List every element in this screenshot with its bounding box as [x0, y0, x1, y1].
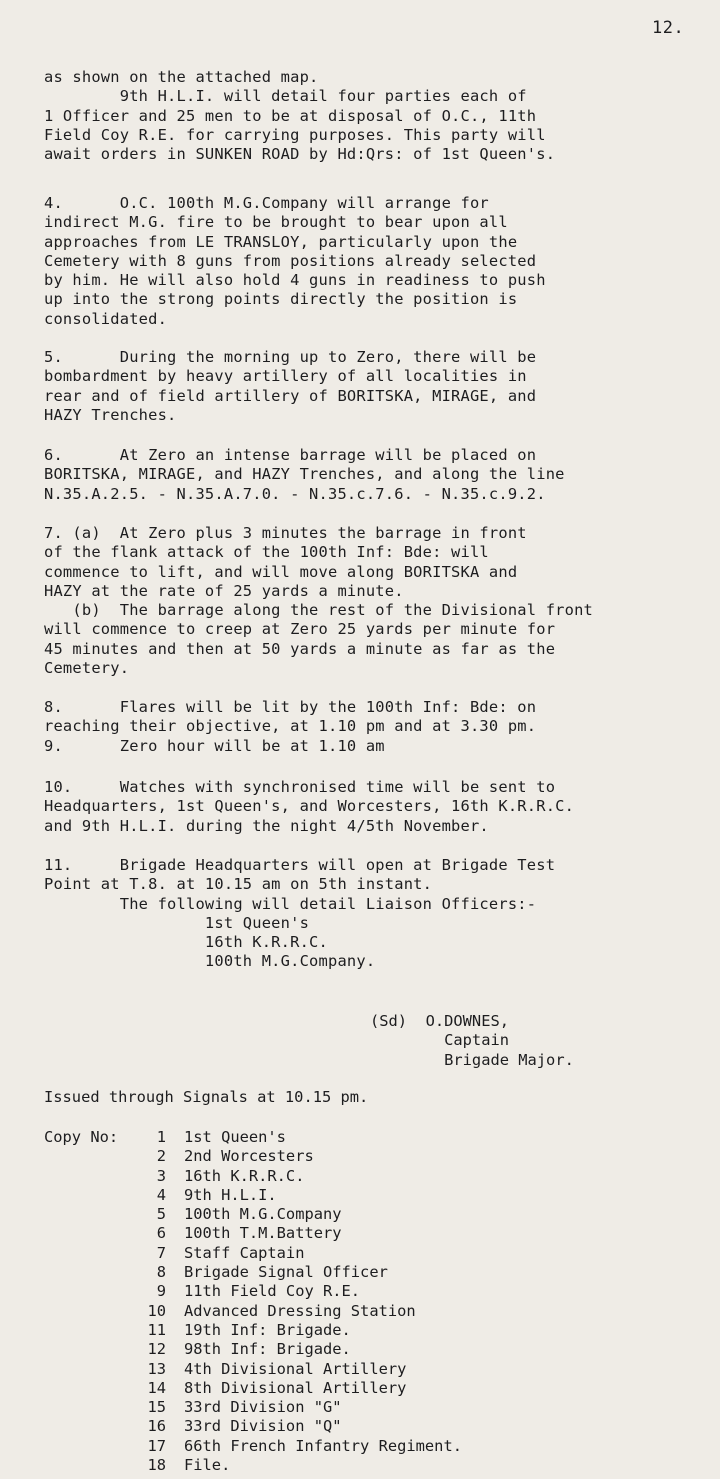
copy-number: 7	[156, 1243, 166, 1262]
copy-number: 14	[147, 1378, 166, 1397]
distribution-item	[136, 1186, 462, 1205]
copy-number: 11	[147, 1320, 166, 1339]
copy-number: 18	[147, 1456, 166, 1475]
distribution-item	[136, 1244, 462, 1263]
recipient-name: 1st Queen's	[184, 1128, 286, 1146]
paragraph-5: 5. During the morning up to Zero, there will be bombardment by heavy artillery of all localities in rear and of field artillery of BORITSKA, MIRAGE, and HAZY Trenches.	[44, 348, 537, 424]
distribution-item	[136, 1340, 462, 1359]
recipient-name: Staff Captain	[184, 1243, 305, 1262]
paragraph-4: 4. O.C. 100th M.G.Company will arrange for indirect M.G. fire to be brought to bear upon all approaches from LE TRANSLOY, particularly upon the Cemetery with 8 guns from positions already selected by him. He will also hold 4 guns in readiness to push up into the strong points directly the position is consolidated.	[44, 194, 546, 328]
recipient-name: 2nd Worcesters	[184, 1147, 314, 1166]
distribution-list	[136, 1128, 462, 1475]
copy-number: 5	[156, 1205, 166, 1224]
distribution-item	[136, 1398, 462, 1417]
recipient-name: 66th French Infantry Regiment.	[184, 1436, 462, 1455]
recipient-name: 100th M.G.Company	[184, 1205, 342, 1224]
copy-number: 8	[156, 1263, 166, 1282]
copy-number: 2	[156, 1147, 166, 1166]
distribution-item	[136, 1282, 462, 1301]
copy-number: 10	[147, 1301, 166, 1320]
copy-number: 13	[147, 1359, 166, 1378]
paragraph-11: 11. Brigade Headquarters will open at Brigade Test Point at T.8. at 10.15 am on 5th instant. The following will detail Liaison Officers:- 1st Queen's 16th K.R.R.C. 100th M.G.Company.	[44, 856, 556, 971]
copy-number: 6	[156, 1224, 166, 1243]
paragraph-continuation: as shown on the attached map. 9th H.L.I. will detail four parties each of 1 Officer and 25 men to be at disposal of O.C., 11th Field Coy R.E. for carrying purposes. This party will await orders in SUNKEN ROAD by Hd:Qrs: of 1st Queen's.	[44, 68, 556, 164]
recipient-name: 33rd Division "G"	[184, 1398, 342, 1417]
distribution-item	[136, 1302, 462, 1321]
copy-number: 1	[156, 1128, 166, 1146]
copy-number: 9	[156, 1282, 166, 1301]
distribution-item	[136, 1167, 462, 1186]
distribution-item	[136, 1224, 462, 1243]
distribution-item	[136, 1147, 462, 1166]
recipient-name: 33rd Division "Q"	[184, 1417, 342, 1436]
distribution-item	[136, 1321, 462, 1340]
page-number: 12.	[652, 18, 685, 38]
copy-no-label: Copy No:	[44, 1128, 119, 1146]
recipient-name: Brigade Signal Officer	[184, 1263, 388, 1282]
paragraph-7: 7. (a) At Zero plus 3 minutes the barrage in front of the flank attack of the 100th Inf: Bde: will commence to lift, and will move along BORITSKA and HAZY at the rate of 25 yards a minute. (b) The barrage along the rest of the Divisional front will commence to creep at Zero 25 yards per minute for 45 minutes and then at 50 yards a minute as far as the Cemetery.	[44, 524, 594, 678]
copy-number: 16	[147, 1417, 166, 1436]
recipient-name: 100th T.M.Battery	[184, 1224, 342, 1243]
distribution-item	[136, 1417, 462, 1436]
copy-number: 17	[147, 1436, 166, 1455]
copy-number: 3	[156, 1166, 166, 1185]
distribution-item	[136, 1379, 462, 1398]
recipient-name: File.	[184, 1456, 231, 1475]
recipient-name: 9th H.L.I.	[184, 1185, 277, 1204]
distribution-item	[136, 1128, 462, 1147]
recipient-name: 11th Field Coy R.E.	[184, 1282, 361, 1301]
signature-block: (Sd) O.DOWNES, Captain Brigade Major.	[370, 1012, 574, 1069]
distribution-item	[136, 1360, 462, 1379]
paragraph-8-9: 8. Flares will be lit by the 100th Inf: Bde: on reaching their objective, at 1.10 pm and at 3.30 pm. 9. Zero hour will be at 1.10 am	[44, 698, 537, 755]
distribution-item	[136, 1205, 462, 1224]
copy-number: 12	[147, 1340, 166, 1359]
distribution-item	[136, 1263, 462, 1282]
issued-line: Issued through Signals at 10.15 pm.	[44, 1088, 369, 1106]
distribution-item	[136, 1456, 462, 1475]
distribution-item	[136, 1437, 462, 1456]
recipient-name: Advanced Dressing Station	[184, 1301, 416, 1320]
paragraph-6: 6. At Zero an intense barrage will be placed on BORITSKA, MIRAGE, and HAZY Trenches, and along the line N.35.A.2.5. - N.35.A.7.0. - N.35.c.7.6. - N.35.c.9.2.	[44, 446, 565, 503]
recipient-name: 4th Divisional Artillery	[184, 1359, 407, 1378]
recipient-name: 16th K.R.R.C.	[184, 1166, 305, 1185]
recipient-name: 98th Inf: Brigade.	[184, 1340, 351, 1359]
recipient-name: 8th Divisional Artillery	[184, 1378, 407, 1397]
recipient-name: 19th Inf: Brigade.	[184, 1320, 351, 1339]
copy-number: 15	[147, 1398, 166, 1417]
paragraph-10: 10. Watches with synchronised time will be sent to Headquarters, 1st Queen's, and Worcesters, 16th K.R.R.C. and 9th H.L.I. during the night 4/5th November.	[44, 778, 575, 835]
copy-number: 4	[156, 1185, 166, 1204]
